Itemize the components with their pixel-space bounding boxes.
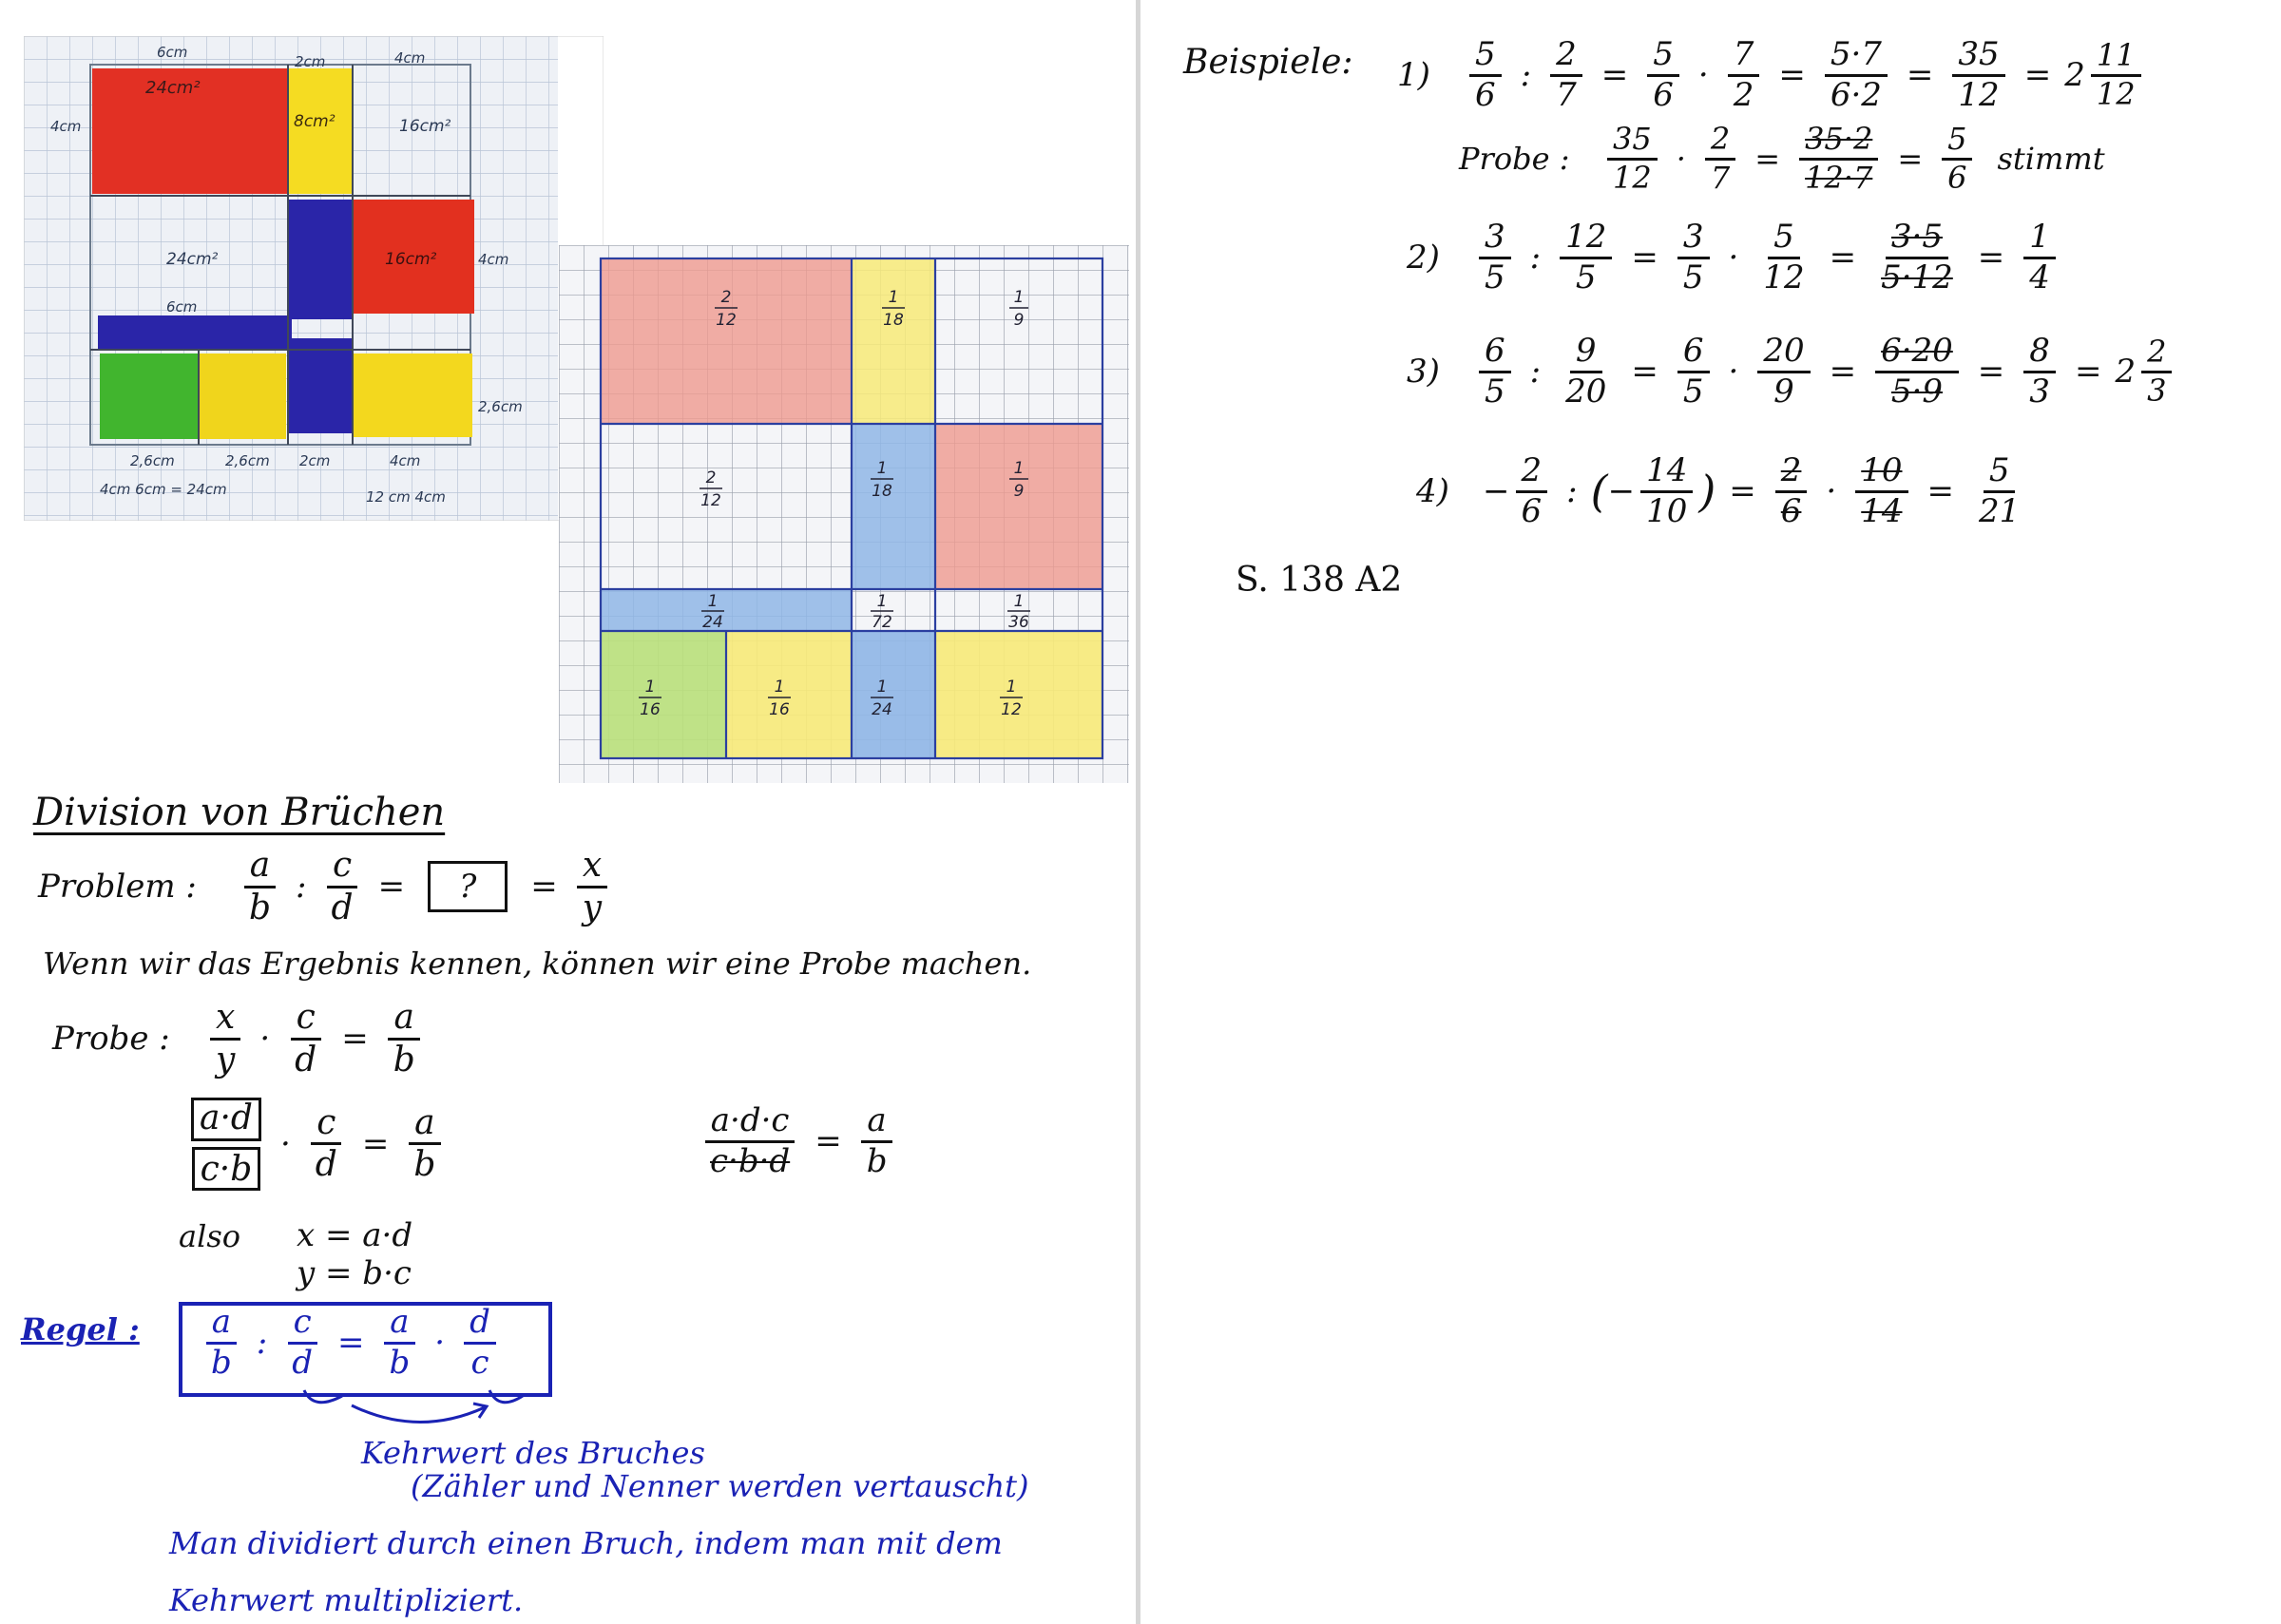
ex3-f7	[2141, 336, 2172, 407]
grid-r4c1-num: 1	[644, 678, 656, 697]
ex1-f7-den: 12	[2096, 75, 2136, 112]
cell-r4c1	[601, 631, 726, 758]
lbl-white-16: 16cm²	[399, 117, 451, 136]
ex2-f4-den: 12	[1763, 258, 1805, 296]
ex2-f4-num: 5	[1768, 220, 1800, 259]
ex4-number: 4)	[1416, 472, 1449, 511]
ex1-f4-den: 2	[1733, 75, 1754, 114]
lbl-right-4: 4cm	[478, 251, 509, 268]
problem-frac-cd	[326, 848, 359, 927]
ex2-f3	[1677, 220, 1710, 295]
problem-y: y	[582, 888, 603, 927]
grid-r3c3-den: 36	[1008, 613, 1029, 632]
cell-r3c1	[601, 589, 852, 631]
cancel-eq: =	[815, 1122, 842, 1161]
grid-r3c1-num: 1	[707, 592, 719, 611]
probe-f4-den: 6	[1947, 159, 1967, 196]
lbl-bot-4: 4cm	[390, 452, 421, 469]
rule-a: a	[206, 1306, 237, 1345]
ex2-f1	[1479, 220, 1511, 295]
rule-a2: a	[384, 1306, 414, 1345]
ex2-f6	[2023, 220, 2056, 295]
ex1-f1-num: 5	[1469, 38, 1502, 77]
ex4-f5-num: 5	[1984, 454, 2016, 493]
grid-r2c2-den: 18	[872, 482, 892, 501]
ex1-f6-den: 12	[1958, 75, 2000, 114]
ex3-colon: :	[1529, 353, 1542, 392]
ex4-f3-den: 6	[1780, 491, 1802, 530]
lbl-top-4: 4cm	[394, 49, 426, 67]
grid-r4c4-num: 1	[1006, 678, 1017, 697]
probe2-dot: ·	[279, 1124, 291, 1163]
rule-colon: :	[256, 1324, 268, 1363]
ex1-f6-num: 35	[1952, 38, 2004, 77]
ex1-f5-num: 5·7	[1825, 38, 1888, 77]
ex3-f2-num: 9	[1570, 334, 1602, 373]
ex3-f3	[1677, 334, 1710, 409]
ex1-f2	[1550, 35, 1582, 114]
lbl-sum-line2: 12 cm 4cm	[366, 488, 446, 506]
ex3-f1	[1479, 334, 1511, 409]
probe-stimmt: stimmt	[1997, 141, 2105, 178]
rule-sentence-1: Man dividiert durch einen Bruch, indem man mit dem	[169, 1525, 1003, 1561]
example-1	[1397, 35, 2147, 114]
lbl-yellow-8: 8cm²	[294, 112, 335, 131]
probe-sentence: Wenn wir das Ergebnis kennen, können wir eine Probe machen.	[43, 946, 1032, 982]
rule-sentence-2: Kehrwert multipliziert.	[169, 1582, 524, 1618]
problem-frac-ab	[243, 848, 277, 927]
fraction-grid-photo	[559, 245, 1129, 783]
probe-f1-den: 12	[1613, 159, 1652, 196]
ex1-f5-den: 6·2	[1830, 75, 1882, 114]
ex2-f4	[1757, 220, 1810, 295]
probe1-a: a	[388, 1000, 419, 1041]
probe2-d: d	[315, 1145, 337, 1185]
grid-r3c2-den: 72	[872, 613, 892, 632]
grid-r1c3-num: 1	[1013, 288, 1025, 307]
ex3-f4-num: 20	[1757, 334, 1810, 373]
problem-b: b	[249, 888, 272, 927]
ex4-f5-den: 21	[1979, 491, 2021, 530]
grid-r1c2-num: 1	[888, 288, 899, 307]
area-model-photo	[24, 36, 604, 521]
lbl-six-mid: 6cm	[166, 298, 198, 315]
ex1-f5	[1825, 35, 1888, 114]
grid-r1c1-den: 12	[716, 311, 737, 330]
ex1-eq1: =	[1601, 56, 1629, 95]
lbl-red-24: 24cm²	[145, 78, 201, 98]
grid-r4c3-num: 1	[876, 678, 888, 697]
ex2-f2	[1560, 220, 1612, 295]
probe-f4-num: 5	[1942, 124, 1972, 161]
cancel-b: b	[866, 1141, 888, 1180]
ex1-colon: :	[1520, 56, 1532, 95]
grid-r2c3-num: 1	[1013, 459, 1025, 478]
ex1-f2-den: 7	[1556, 75, 1577, 114]
cell-r4c2	[726, 631, 852, 758]
grid-r1c1-num: 2	[720, 288, 732, 307]
ex3-f5-num: 6·20	[1875, 334, 1959, 373]
ex4-minus: −	[1483, 472, 1510, 511]
probe-f3	[1799, 121, 1878, 196]
rule-b2: b	[389, 1343, 411, 1382]
ex1-number: 1)	[1397, 56, 1430, 95]
problem-eq1: =	[377, 868, 406, 907]
cell-r4c3	[852, 631, 935, 758]
probe2-cb: c·b	[192, 1147, 261, 1191]
ex1-whole: 2	[2064, 56, 2085, 95]
ex3-f5-den: 5·9	[1890, 372, 1943, 411]
example-2	[1407, 220, 2061, 295]
ex2-f6-num: 1	[2023, 220, 2056, 259]
rule-b: b	[211, 1343, 232, 1382]
probe1-b: b	[393, 1040, 415, 1079]
grid-r4c2-den: 16	[769, 700, 790, 719]
ex2-eq3: =	[1977, 239, 2005, 277]
probe-label: Probe :	[52, 1020, 170, 1059]
ex2-f1-num: 3	[1479, 220, 1511, 259]
probe-f2-num: 2	[1705, 124, 1735, 161]
ex3-f5	[1875, 334, 1959, 409]
fraction-grid-drawing	[559, 245, 1129, 783]
ex2-f5	[1875, 220, 1959, 295]
probe-eq1: =	[1754, 141, 1781, 178]
rule-d2: d	[464, 1306, 496, 1345]
ex3-f6-den: 3	[2029, 372, 2050, 411]
ex3-f2-den: 20	[1565, 372, 1607, 411]
problem-line	[38, 848, 613, 927]
probe-f2	[1705, 121, 1735, 196]
probe1-y: y	[216, 1040, 236, 1079]
probe2-frac-ab	[408, 1102, 441, 1185]
ex3-eq3: =	[1977, 353, 2005, 392]
grid-r1c2-den: 18	[883, 311, 904, 330]
probe2-frac-ad-cb	[191, 1098, 261, 1191]
also-y-eq: y = b·c	[297, 1254, 412, 1292]
problem-unknown-box: ?	[428, 861, 508, 912]
ex4-f3-num: 2	[1775, 454, 1808, 493]
grid-r2c1-num: 2	[705, 468, 717, 487]
probe-f3-den: 12·7	[1805, 159, 1873, 196]
rule-d: d	[292, 1343, 313, 1382]
ex3-eq1: =	[1631, 353, 1658, 392]
lbl-right-26: 2,6cm	[478, 398, 523, 415]
cell-r1c2	[852, 258, 935, 424]
lbl-left-4: 4cm	[50, 118, 82, 135]
rule-c2: c	[470, 1343, 489, 1382]
probe-f4	[1942, 121, 1972, 196]
probe1-eq: =	[341, 1020, 369, 1059]
ex3-f4-den: 9	[1773, 372, 1794, 411]
beispiele-label: Beispiele:	[1183, 43, 1353, 82]
lbl-sum-line: 4cm 6cm = 24cm	[100, 481, 227, 498]
probe1-dot: ·	[259, 1020, 271, 1059]
ex3-f4	[1757, 334, 1810, 409]
lbl-bot-26b: 2,6cm	[225, 452, 270, 469]
cancel-a: a	[861, 1104, 891, 1143]
ex3-dot: ·	[1728, 353, 1739, 392]
ex4-f2-num: 14	[1640, 454, 1693, 493]
cancel-line	[699, 1101, 898, 1180]
lbl-top-6: 6cm	[157, 44, 188, 61]
cancel-frac-ab	[861, 1101, 893, 1180]
ex1-dot: ·	[1697, 56, 1709, 95]
lbl-bot-26a: 2,6cm	[130, 452, 175, 469]
ex4-f3	[1775, 451, 1808, 530]
also-x-eq: x = a·d	[297, 1216, 413, 1254]
probe-dot: ·	[1676, 141, 1686, 178]
ex1-eq3: =	[1906, 56, 1934, 95]
problem-a: a	[244, 848, 276, 888]
ex2-f5-den: 5·12	[1881, 258, 1953, 296]
regel-label: Regel :	[21, 1311, 140, 1347]
grid-r3c1-den: 24	[702, 613, 723, 632]
grid-r4c3-den: 24	[872, 700, 892, 719]
cell-r4c4	[935, 631, 1102, 758]
ex4-f4-den: 14	[1861, 491, 1903, 530]
probe-f1-num: 35	[1607, 124, 1658, 161]
ex3-f6-num: 8	[2023, 334, 2056, 373]
kehrwert-explanation: (Zähler und Nenner werden vertauscht)	[411, 1468, 1029, 1504]
rule-frac-ab	[205, 1303, 238, 1382]
ex3-f6	[2023, 334, 2056, 409]
probe-check	[1459, 121, 2105, 196]
probe1-frac-cd	[289, 1000, 322, 1079]
ex3-f1-num: 6	[1479, 334, 1511, 373]
ex2-f6-den: 4	[2029, 258, 2050, 296]
lbl-red-16: 16cm²	[385, 250, 437, 269]
lbl-bot-2: 2cm	[299, 452, 331, 469]
grid-r4c4-den: 12	[1001, 700, 1022, 719]
ex1-eq2: =	[1778, 56, 1806, 95]
ex1-f4-num: 7	[1728, 38, 1760, 77]
ex1-f2-num: 2	[1550, 38, 1582, 77]
rule-eq: =	[337, 1324, 365, 1363]
ex2-f1-den: 5	[1485, 258, 1505, 296]
rule-formula	[200, 1303, 502, 1382]
probe2-ad: a·d	[191, 1098, 261, 1141]
grid-r3c3-num: 1	[1013, 592, 1025, 611]
ex3-f7-num: 2	[2141, 336, 2172, 373]
ex3-f3-num: 6	[1677, 334, 1710, 373]
problem-d: d	[331, 888, 354, 927]
probe1-x: x	[210, 1000, 240, 1041]
ex2-f5-num: 3·5	[1886, 220, 1948, 259]
grid-r4c2-num: 1	[774, 678, 785, 697]
ex4-dot: ·	[1826, 472, 1837, 511]
grid-r3c2-num: 1	[876, 592, 888, 611]
ex1-f7-num: 11	[2091, 40, 2141, 77]
ex4-f4-num: 10	[1855, 454, 1907, 493]
grid-r4c1-den: 16	[640, 700, 661, 719]
rule-frac-dc	[464, 1303, 496, 1382]
ex4-paren-close: )	[1698, 466, 1716, 518]
ex1-f1-den: 6	[1475, 75, 1496, 114]
probe1-frac-xy	[210, 1000, 240, 1079]
probe-f2-den: 7	[1710, 159, 1731, 196]
ex3-f1-den: 5	[1485, 372, 1505, 411]
ex3-f3-den: 5	[1682, 372, 1704, 411]
grid-r2c1-den: 12	[700, 491, 721, 510]
page-divider	[1136, 0, 1140, 1624]
ex1-f3-num: 5	[1647, 38, 1679, 77]
probe-eq2: =	[1897, 141, 1924, 178]
cell-r2c3	[935, 424, 1102, 589]
ex2-eq1: =	[1631, 239, 1658, 277]
problem-x: x	[577, 848, 607, 888]
probe2-a: a	[409, 1105, 440, 1146]
ex1-eq4: =	[2023, 56, 2052, 95]
ex4-eq1: =	[1729, 472, 1756, 511]
area-model-drawing	[24, 36, 604, 521]
problem-c: c	[327, 848, 357, 888]
ex2-f3-num: 3	[1677, 220, 1710, 259]
ex1-f4	[1728, 35, 1760, 114]
rule-frac-cd	[286, 1303, 318, 1382]
problem-colon: :	[296, 868, 307, 907]
rule-frac-ab2	[384, 1303, 416, 1382]
ex4-f1-num: 2	[1516, 454, 1548, 493]
ex3-mixed	[2115, 336, 2177, 407]
cancel-frac	[704, 1101, 795, 1180]
ex3-f2	[1560, 334, 1612, 409]
ex2-f2-num: 12	[1560, 220, 1612, 259]
probe2-eq: =	[361, 1124, 390, 1163]
ex1-f7	[2091, 37, 2141, 112]
ex2-number: 2)	[1407, 239, 1440, 277]
rule-dot: ·	[434, 1324, 446, 1363]
ex4-f1	[1516, 451, 1548, 530]
ex1-f3-den: 6	[1653, 75, 1674, 114]
probe1-frac-ab	[388, 1000, 421, 1079]
also-label: also	[179, 1218, 240, 1254]
ex4-f4	[1855, 451, 1907, 530]
ex3-number: 3)	[1407, 353, 1440, 392]
ex2-dot: ·	[1728, 239, 1739, 277]
ex4-colon: :	[1566, 472, 1578, 511]
rule-c: c	[288, 1306, 317, 1345]
ex4-f5	[1973, 451, 2025, 530]
probe-f1	[1607, 121, 1658, 196]
ex1-mixed	[2064, 37, 2146, 112]
example-4	[1416, 451, 2031, 530]
lbl-white-24: 24cm²	[166, 250, 219, 269]
probe2-b: b	[413, 1145, 436, 1185]
probe-check-label: Probe :	[1459, 141, 1570, 178]
ex1-f1	[1469, 35, 1502, 114]
ex4-paren-open: (	[1590, 466, 1608, 518]
ex1-f6	[1952, 35, 2004, 114]
probe-f3-num: 35·2	[1799, 124, 1878, 161]
ex3-eq4: =	[2074, 353, 2102, 392]
problem-frac-xy	[577, 848, 607, 927]
probe1-c: c	[291, 1000, 321, 1041]
probe-line-2	[185, 1098, 447, 1191]
ex4-f2	[1640, 451, 1693, 530]
grid-r1c3-den: 9	[1013, 311, 1025, 330]
cell-r2c2	[852, 424, 935, 589]
probe-line-1	[52, 1000, 427, 1079]
problem-label: Problem :	[38, 868, 197, 907]
kehrwert-label: Kehrwert des Bruches	[361, 1435, 705, 1471]
example-3	[1407, 334, 2177, 409]
cancel-num: a·d·c	[705, 1104, 795, 1143]
ex4-f2-den: 10	[1646, 491, 1688, 530]
lbl-top-2: 2cm	[295, 53, 326, 70]
probe2-frac-cd	[310, 1102, 343, 1185]
ex3-whole: 2	[2115, 353, 2137, 392]
ex1-f3	[1647, 35, 1679, 114]
grid-r2c2-num: 1	[876, 459, 888, 478]
problem-eq2: =	[530, 868, 558, 907]
page-title: Division von Brüchen	[33, 791, 446, 834]
ex4-minus-inner: −	[1607, 472, 1636, 511]
ex4-eq2: =	[1926, 472, 1954, 511]
homework-reference: S. 138 A2	[1236, 561, 1403, 600]
ex2-f2-den: 5	[1575, 258, 1597, 296]
cell-r1c1	[601, 258, 852, 424]
probe2-c: c	[311, 1105, 341, 1146]
ex2-f3-den: 5	[1682, 258, 1704, 296]
grid-r2c3-den: 9	[1013, 482, 1025, 501]
probe1-d: d	[295, 1040, 317, 1079]
ex2-colon: :	[1529, 239, 1542, 277]
swap-arrow	[285, 1383, 532, 1440]
ex3-eq2: =	[1829, 353, 1857, 392]
cancel-den: c·b·d	[710, 1141, 791, 1180]
ex3-f7-den: 3	[2147, 372, 2167, 409]
ex4-f1-den: 6	[1521, 491, 1543, 530]
ex2-eq2: =	[1829, 239, 1857, 277]
